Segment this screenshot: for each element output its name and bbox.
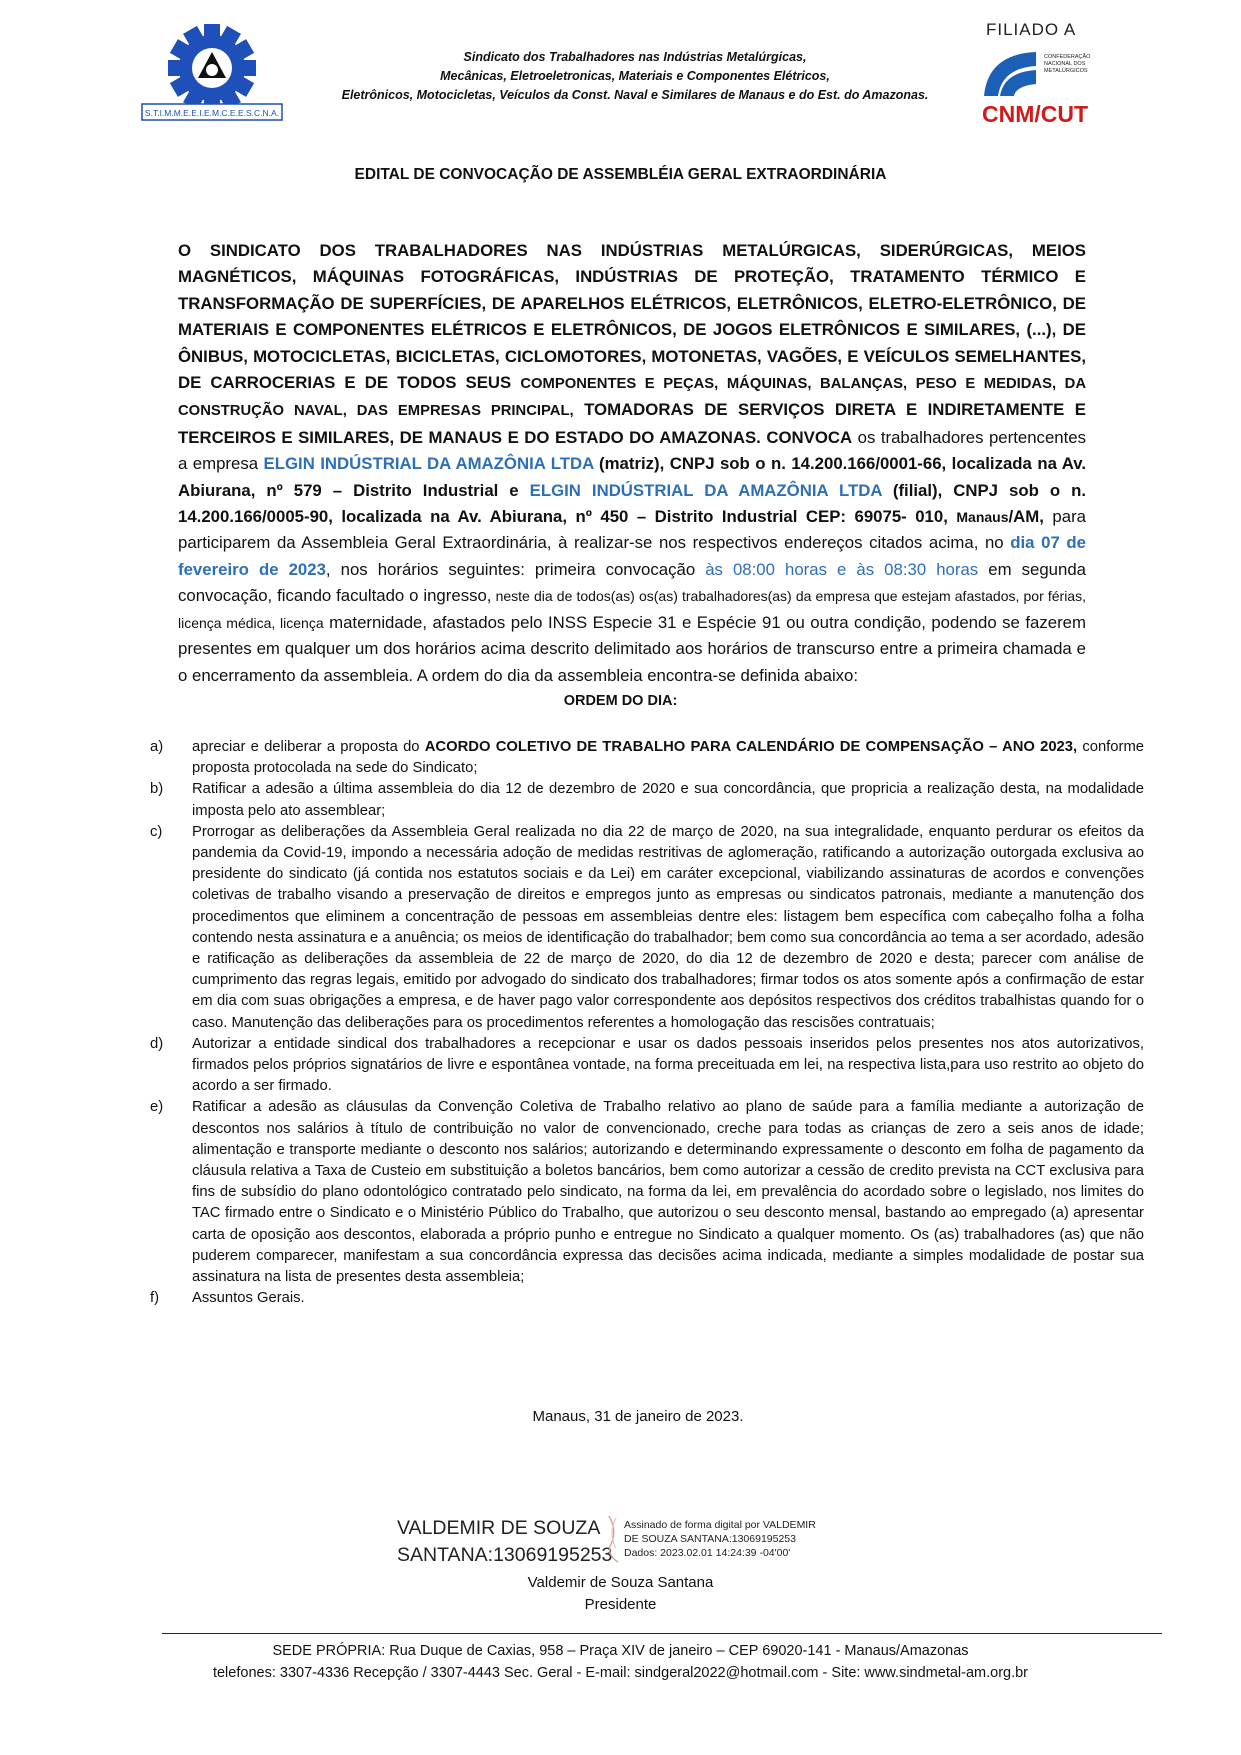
agenda-item <box>150 737 1144 779</box>
agenda-text: apreciar e deliberar a proposta do <box>192 739 425 755</box>
agenda-text: Assuntos Gerais. <box>192 1290 305 1307</box>
agenda-marker: e) <box>150 1099 164 1116</box>
assembly-times: às 08:00 horas e às 08:30 horas <box>705 559 979 579</box>
body-text: COMPONENTES E PEÇAS, MÁQUINAS, BALANÇAS, PESO E MEDIDAS, DA CONSTRUÇÃO NAVAL, DAS EMPRESAS PRINCIPAL, <box>178 376 1087 420</box>
company-name-filial: ELGIN INDÚSTRIAL DA AMAZÔNIA LTDA <box>529 480 882 500</box>
agenda-text: Ratificar a adesão a última assembleia do dia 12 de dezembro de 2020 e sua concordância, que propricia a realização desta, na modalidade imposta pelo ato assemblear; <box>192 781 1144 819</box>
agenda-item <box>150 779 1144 821</box>
affiliation-label: FILIADO A <box>986 20 1077 39</box>
signer-name: Valdemir de Souza Santana <box>527 1574 714 1591</box>
body-text: /AM, <box>1008 507 1044 527</box>
signature-note-line: DE SOUZA SANTANA:13069195253 <box>624 1533 796 1545</box>
body-text: TOMADORAS DE SERVIÇOS DIRETA E INDIRETAMENTE E TERCEIROS E SIMILARES, DE MANAUS E DO ESTADO DO AMAZONAS. CONVOCA <box>178 400 1086 447</box>
body-text: (matriz), CNPJ sob o n. 14.200.166/0001-66, localizada na Av. Abiurana, nº 579 – Distrito Industrial e <box>178 454 1086 500</box>
agenda-text: Autorizar a entidade sindical dos trabalhadores a recepcionar e usar os dados pessoais inseridos pelos presentes nos atos autorizativos, firmados pelos próprios signatários de livre e espontânea vontade, na forma preceituada em lei, na respectiva lista,para uso restrito ao objeto do acordo a ser firmado. <box>192 1035 1144 1095</box>
notice-title: EDITAL DE CONVOCAÇÃO DE ASSEMBLÉIA GERAL EXTRAORDINÁRIA <box>354 166 887 183</box>
agenda-marker: f) <box>150 1290 160 1307</box>
convocation-paragraph <box>178 238 1086 689</box>
footer-address: SEDE PRÓPRIA: Rua Duque de Caxias, 958 – Praça XIV de janeiro – CEP 69020-141 - Manaus/Amazonas <box>272 1643 969 1659</box>
affiliation-logo <box>978 20 1098 130</box>
svg-text:CONFEDERAÇÃO: CONFEDERAÇÃO <box>1044 54 1091 60</box>
company-name-matriz: ELGIN INDÚSTRIAL DA AMAZÔNIA LTDA <box>263 454 594 474</box>
footer-contacts: telefones: 3307-4336 Recepção / 3307-4443 Sec. Geral - E-mail: sindgeral2022@hotmail.com - Site: www.sindmetal-am.org.br <box>212 1665 1029 1681</box>
svg-text:CNM/CUT: CNM/CUT <box>982 101 1089 127</box>
agenda-marker: b) <box>150 781 164 798</box>
union-gear-logo <box>128 24 296 128</box>
agenda-marker: d) <box>150 1035 164 1052</box>
svg-text:METALÚRGICOS: METALÚRGICOS <box>1044 68 1088 74</box>
letterhead-text <box>330 48 940 105</box>
footer <box>0 1640 1241 1684</box>
letterhead-line: Mecânicas, Eletroeletronicas, Materiais e Componentes Elétricos, <box>440 69 830 83</box>
body-text: Manaus <box>956 509 1009 526</box>
body-text: , nos horários seguintes: primeira convocação <box>325 559 706 579</box>
signer-role: Presidente <box>584 1596 657 1613</box>
body-text: maternidade, afastados pelo INSS Especie 31 e Espécie 91 ou outra condição, podendo se fazerem presentes em qualquer um dos horários acima descrito delimitado aos horários de transcurso entre a primeira chamada e o encerramento da assembleia. A ordem do dia da assembleia encontra-se definida abaixo: <box>178 612 1086 685</box>
signature-note-line: Assinado de forma digital por VALDEMIR <box>624 1519 816 1531</box>
agenda-item <box>150 1097 1144 1288</box>
signature-ribbon-icon <box>606 1512 622 1564</box>
signature-name-line: SANTANA:13069195253 <box>397 1544 613 1566</box>
cnm-cut-logo-icon <box>978 44 1098 130</box>
body-text: neste dia de todos(as) os(as) trabalhadores(as) da empresa que estejam afastados, por férias, licença médica, licença <box>178 588 1086 631</box>
letterhead-line: Eletrônicos, Motocicletas, Veículos da Const. Naval e Similares de Manaus e do Est. do Amazonas. <box>341 88 929 102</box>
letterhead-line: Sindicato dos Trabalhadores nas Indústrias Metalúrgicas, <box>463 50 807 64</box>
signature-note-line: Dados: 2023.02.01 14:24:39 -04'00' <box>624 1547 791 1559</box>
agenda-marker: a) <box>150 739 164 755</box>
logo-acronym: S.T.I.M.M.E.E.I.E.M.C.E.E.S.C.N.A. <box>144 108 280 118</box>
body-text: O SINDICATO DOS TRABALHADORES NAS INDÚSTRIAS METALÚRGICAS, SIDERÚRGICAS, MEIOS MAGNÉTICOS, MÁQUINAS FOTOGRÁFICAS, INDÚSTRIAS DE PROTEÇÃO, TRATAMENTO TÉRMICO E TRANSFORMAÇÃO DE SUPERFÍCIES, DE APARELHOS ELÉTRICOS, ELETRÔNICOS, ELETRO-ELETRÔNICO, DE MATERIAIS E COMPONENTES ELÉTRICOS E ELETRÔNICOS, DE JOGOS ELETRÔNICOS E SIMILARES, (...), DE ÔNIBUS, MOTOCICLETAS, BICICLETAS, CICLOMOTORES, MOTONETAS, VAGÕES, E VEÍCULOS SEMELHANTES, DE CARROCERIAS E DE TODOS SEUS <box>178 241 1086 393</box>
agenda-item <box>150 1034 1144 1098</box>
footer-divider <box>162 1633 1162 1634</box>
agenda-title: ORDEM DO DIA: <box>563 693 678 709</box>
body-text: para participarem da Assembleia Geral Extraordinária, à realizar-se nos respectivos endereços citados acima, no <box>178 507 1087 553</box>
agenda-text: conforme proposta protocolada na sede do Sindicato; <box>192 739 1145 777</box>
agenda-item <box>150 822 1144 1034</box>
closing-date: Manaus, 31 de janeiro de 2023. <box>532 1408 744 1425</box>
agenda-marker: c) <box>150 823 163 840</box>
body-text: os trabalhadores pertencentes a empresa <box>178 427 1086 474</box>
gear-icon <box>168 24 256 112</box>
body-text: em segunda convocação, ficando facultado o ingresso, <box>178 559 1086 606</box>
agenda-item <box>150 1288 1144 1309</box>
agenda-text: Prorrogar as deliberações da Assembleia Geral realizada no dia 22 de março de 2020, na sua integralidade, enquanto perdurar os efeitos da pandemia da Covid-19, impondo a necessária adoção de medidas restritivas de aglomeração, ratificando a autorização outorgada exclusiva ao presidente do sindicato (já contida nos estatutos sociais e da Lei) em caráter excepcional, viabilizando assinaturas de acordos e convenções coletivas de trabalho visando a preservação de direitos e empregos junto as empresas ou sindicatos patronais, mediante a manutenção dos procedimentos que eliminem a concentração de pessoas em assembleias dentre eles: listagem bem específica com cabeçalho folha a folha contendo nesta assinatura e a anuência; os meios de identificação do trabalhador; bem como sua concordância ao tema a ser acordado, adesão e ratificação as deliberações da assembleia de 22 de março de 2020, do dia 12 de dezembro de 2020 e desta; parecer com análise de cumprimento das regras legais, emitido por advogado do sindicato dos trabalhadores; firmar todos os atos somente após a confirmação de estar em dia com suas obrigações a empresa, e de haver pago valor correspondente aos depósitos respectivos dos créditos trabalhistas quando for o caso. Manutenção das deliberações para os procedimentos referentes a homologação das rescisões contratuais; <box>192 823 1144 1031</box>
signature-name-line: VALDEMIR DE SOUZA <box>397 1517 601 1539</box>
signer-block <box>0 1572 1241 1616</box>
svg-text:NACIONAL DOS: NACIONAL DOS <box>1044 61 1086 67</box>
digital-signature-note <box>624 1518 816 1560</box>
agenda-list <box>150 737 1144 1309</box>
digital-signature-name <box>397 1515 612 1569</box>
agenda-text: Ratificar a adesão as cláusulas da Convenção Coletiva de Trabalho relativo ao plano de saúde para a família mediante a autorização de descontos nos salários à título de contribuição no valor de convencionado, creche para todas as crianças de zero a seis anos de idade; alimentação e transporte mediante o desconto nos salários; autorizando e determinando expressamente o desconto em folha de pagamento da cláusula relativa a Taxa de Custeio em substituição a boletos bancários, bem como autorizar a cessão de credito prevista na CCT exclusiva para fins de subsídio do plano odontológico contratado pelo sindicato, na forma da lei, em prevalência do acordado sobre o legislado, nos limites do TAC firmado entre o Sindicato e o Ministério Público do Trabalho, que autorizou o seu desconto mensal, bastando ao empregado (a) apresentar carta de oposição aos descontos, elaborada a próprio punho e entregue no Sindicato a qualquer momento. Os (as) trabalhadores (as) que não puderem comparecer, manifestam a sua concordância expressa das decisões acima indicada, mediante a simples modalidade de postar sua assinatura na lista de presentes desta assembleia; <box>192 1099 1144 1286</box>
assembly-date: dia 07 de fevereiro de 2023 <box>178 533 1087 579</box>
agenda-text-bold: ACORDO COLETIVO DE TRABALHO PARA CALENDÁRIO DE COMPENSAÇÃO – ANO 2023, <box>424 739 1078 755</box>
body-text: (filial), CNPJ sob o n. 14.200.166/0005-90, localizada na Av. Abiurana, nº 450 – Distrito Industrial CEP: 69075- 010, <box>178 480 1086 527</box>
